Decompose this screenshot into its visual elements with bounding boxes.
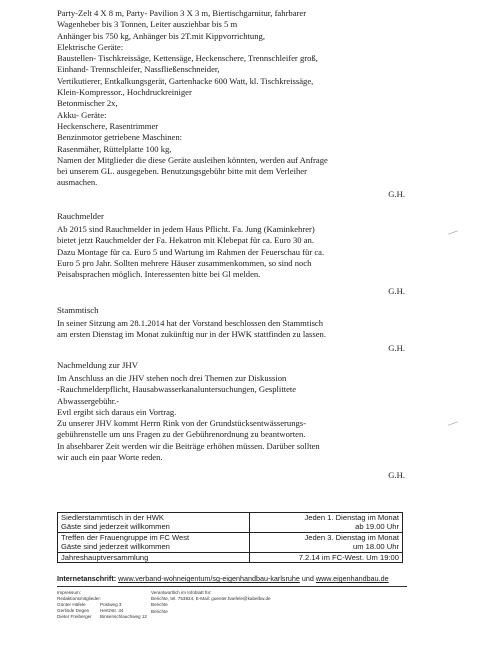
website-link[interactable]: www.verband-wohneigentum/sg-eigenhandbau-karlsruhe xyxy=(118,574,300,583)
impressum-responsibility xyxy=(151,590,271,615)
rauchmelder-paragraph xyxy=(57,224,408,280)
text-line: In seiner Sitzung am 28.1.2014 hat der Vorstand beschlossen den Stammtisch xyxy=(57,318,324,328)
cell-line: Jeden 3. Dienstag im Monat xyxy=(304,532,399,542)
table-row xyxy=(58,532,403,552)
section-heading-stammtisch: Stammtisch xyxy=(57,305,99,315)
text-line: Betonmischer 2x, xyxy=(57,98,118,109)
text-line: Rasenmäher, Rüttelplatte 100 kg, xyxy=(57,143,172,154)
table-cell xyxy=(250,513,403,533)
text-line: Zu unserer JHV kommt Herrn Rink von der Grundstücksentwässerungs- xyxy=(57,418,307,429)
text-line: Akku- Geräte: xyxy=(57,109,107,120)
member-name: Günter Häfele xyxy=(57,602,86,607)
text-line: In absehbarer Zeit werden wir die Beiträge erhöhen müssen. Darüber sollten xyxy=(57,440,320,451)
member-name: Gerlinde Degen xyxy=(57,608,90,614)
table-row xyxy=(58,552,403,562)
table-cell xyxy=(250,552,403,562)
text-line: Einhand- Trennschleifer, Nassfließenschneider, xyxy=(57,64,220,75)
section-heading-rauchmelder: Rauchmelder xyxy=(57,211,104,221)
internet-address-line xyxy=(57,574,407,583)
responsibility-item: Berichte xyxy=(151,602,168,608)
text-line: Party-Zelt 4 X 8 m, Party- Pavilion 3 X 3 m, Biertischgarnitur, fahrbarer xyxy=(57,8,307,18)
text-line: Ab 2015 sind Rauchmelder in jedem Haus Pflicht. Fa. Jung (Kaminkehrer) xyxy=(57,224,315,234)
responsibility-item: Berichte, tel. 753824, E-Mail: guenter.haefele@kabelbw.de xyxy=(151,596,271,602)
text-line: Im Anschluss an die JHV stehen noch drei Themen zur Diskussion xyxy=(57,373,287,383)
cell-line: um 18.00 Uhr xyxy=(352,542,399,552)
cell-line: Jahreshauptversammlung xyxy=(61,552,149,562)
text-line: Anhänger bis 750 kg, Anhänger bis 2T.mit Kippvorrichtung, xyxy=(57,30,265,41)
member-street: Postweg 3 xyxy=(100,602,122,607)
member-street: Binsenschlauchweg 12 xyxy=(100,614,147,620)
cell-line: Jeden 1. Dienstag im Monat xyxy=(304,513,399,522)
cell-line: ab 19.00 Uhr xyxy=(355,522,399,532)
text-line: Euro 5 pro Jahr. Sollten mehrere Häuser zusammenkommen, so sind noch xyxy=(57,257,312,268)
table-cell xyxy=(58,513,250,533)
cell-line: Siedlerstammtisch in der HWK xyxy=(61,513,164,522)
text-line: Benzinmotor getriebene Maschinen: xyxy=(57,132,183,143)
text-line: Namen der Mitglieder die diese Geräte ausleihen könnten, werden auf Anfrage xyxy=(57,154,328,165)
text-line: Evtl ergibt sich daraus ein Vortrag. xyxy=(57,406,177,417)
section-heading-jhv: Nachmeldung zur JHV xyxy=(57,360,139,370)
scan-margin-mark xyxy=(448,421,458,425)
text-line: Dazu Montage für ca. Euro 5 und Wartung im Rahmen der Feuerschau für ca. xyxy=(57,246,325,257)
table-row xyxy=(58,513,403,533)
member-name: Dieter Freiberger xyxy=(57,614,92,620)
impressum-streets xyxy=(100,602,147,621)
divider xyxy=(57,586,407,587)
table-cell xyxy=(58,532,250,552)
text-line: gebührenstelle um uns Fragen zu der Gebührenordnung zu beantworten. xyxy=(57,429,306,440)
internet-label: Internetanschrift: xyxy=(57,574,117,583)
text-line: Wagenheber bis 3 Tonnen, Leiter ausziehbar bis 5 m xyxy=(57,19,238,30)
cell-line: Gäste sind jederzeit willkommen xyxy=(61,542,170,552)
website-link-2[interactable]: www.eigenhandbau.de xyxy=(315,574,389,583)
text-line: Elektrische Geräte: xyxy=(57,41,124,52)
table-cell xyxy=(250,532,403,552)
scan-margin-mark xyxy=(448,230,458,234)
table-cell xyxy=(58,552,250,562)
signature-initials: G.H. xyxy=(388,189,405,199)
responsibility-item: Berichte xyxy=(151,608,168,614)
text-line: Heckenschere, Rasentrimmer xyxy=(57,120,159,131)
cell-line: Gäste sind jederzeit willkommen xyxy=(61,522,170,532)
text-line: Vertikutierer, Entkalkungsgerät, Gartenhacke 600 Watt, kl. Tischkreissäge, xyxy=(57,75,314,86)
schedule-table xyxy=(57,512,403,563)
text-line: bei unserem GL. ausgegeben. Benutzungsgebühr bitte mit dem Verleiher xyxy=(57,166,307,177)
signature-initials: G.H. xyxy=(388,470,405,480)
impressum-subtitle: Redaktionsmitglieder: xyxy=(57,596,102,602)
impressum-title: Impressum: xyxy=(57,590,81,595)
stammtisch-paragraph xyxy=(57,318,408,341)
text-line: -Rauchmelderpflicht, Hausabwasserkanaluntersuchungen, Gesplittete xyxy=(57,384,297,395)
signature-initials: G.H. xyxy=(388,343,405,353)
link-separator: und xyxy=(299,574,316,583)
text-line: Peisabsprachen möglich. Interessenten bitte bei Gl melden. xyxy=(57,269,261,280)
impressum-block xyxy=(57,590,417,620)
text-line: wir auch ein paar Worte reden. xyxy=(57,452,163,463)
text-line: bietet jetzt Rauchmelder der Fa. Hekatron mit Klebepat für ca. Euro 30 an. xyxy=(57,235,314,246)
cell-line: 7.2.14 im FC-West. Um 19:00 xyxy=(298,552,399,562)
text-line: am ersten Dienstag im Monat zukünftig nur in der HWK stattfinden zu lassen. xyxy=(57,329,326,340)
signature-initials: G.H. xyxy=(388,286,405,296)
responsibility-header: Verantwortlich im Infoblatt für: xyxy=(151,590,212,595)
cell-line: Treffen der Frauengruppe im FC West xyxy=(61,532,190,542)
impressum-names xyxy=(57,602,92,621)
text-line: ausmachen. xyxy=(57,177,98,188)
jhv-paragraph xyxy=(57,373,408,463)
text-line: Klein-Kompressor., Hochdruckreiniger xyxy=(57,87,192,98)
member-street: Hertzstr. 34 xyxy=(100,608,124,614)
text-line: Baustellen- Tischkreissäge, Kettensäge, Heckenschere, Trennschleifer groß, xyxy=(57,53,318,64)
equipment-list xyxy=(57,8,408,189)
text-line: Abwassergebühr.- xyxy=(57,395,120,406)
